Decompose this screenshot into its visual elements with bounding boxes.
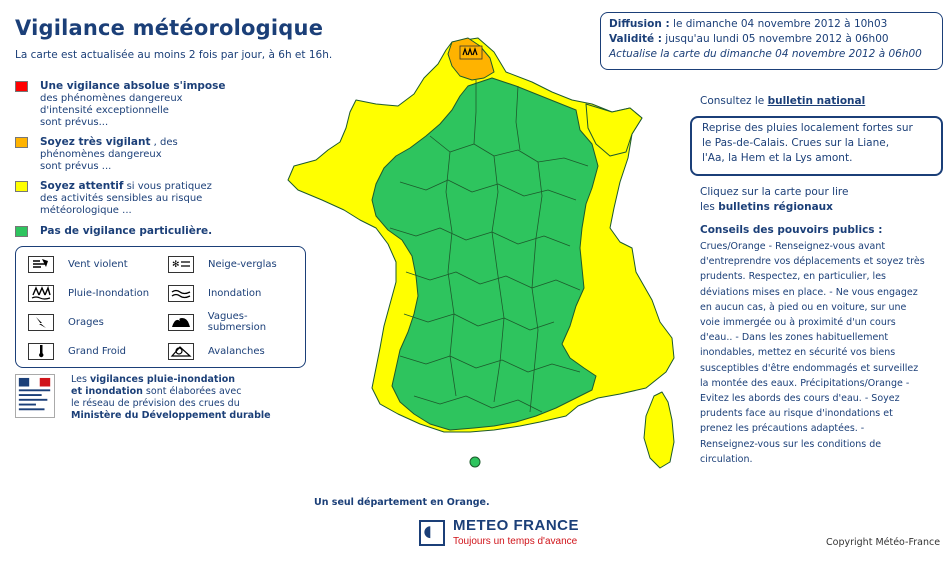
orange-department-rain-flood-icon xyxy=(460,46,482,59)
comment-box: Reprise des pluies localement fortes sur le Pas-de-Calais. Crues sur la Liane, l'Aa, la Hem et la Lys amont. xyxy=(690,116,943,176)
legend-red-line3: sont prévus... xyxy=(40,117,109,128)
phenomenon-label: Inondation xyxy=(208,287,262,299)
phenomenon-cold xyxy=(28,342,126,360)
snow-ice-icon xyxy=(168,256,194,273)
orange-department-note: Un seul département en Orange. xyxy=(314,497,490,508)
phenomenon-label: Orages xyxy=(68,316,104,328)
phenomenon-rain-flood xyxy=(28,284,149,302)
legend-red-line1: des phénomènes dangereux xyxy=(40,93,183,104)
page-title: Vigilance météorologique xyxy=(15,16,324,40)
waves-submersion-icon xyxy=(168,314,194,331)
legend-red xyxy=(15,80,245,129)
legend-orange xyxy=(15,136,245,173)
regional-bulletins-text: Cliquez sur la carte pour lire les bulletins régionaux xyxy=(700,186,849,213)
phenomena-legend-box xyxy=(15,246,306,368)
phenomenon-snow-ice xyxy=(168,255,277,273)
page-subtitle: La carte est actualisée au moins 2 fois par jour, à 6h et 16h. xyxy=(15,49,333,61)
svg-text:✻: ✻ xyxy=(172,260,180,270)
legend-orange-line1: , des xyxy=(150,137,178,148)
meteo-france-mark-icon xyxy=(419,520,445,546)
validite-value: jusqu'au lundi 05 novembre 2012 à 06h00 xyxy=(661,33,889,45)
ministry-text: Les vigilances pluie-inondation et inondation sont élaborées avec le réseau de prévision des crues du Ministère du Développement durable xyxy=(71,374,271,421)
advice-title: Conseils des pouvoirs publics : xyxy=(700,224,883,236)
legend-orange-line2: phénomènes dangereux xyxy=(40,149,162,160)
phenomenon-wind xyxy=(28,255,128,273)
ministry-link-1[interactable]: vigilances pluie-inondation xyxy=(89,374,235,385)
legend-orange-title: Soyez très vigilant xyxy=(40,136,151,148)
national-bulletin-link[interactable]: bulletin national xyxy=(767,95,866,107)
map-zone-corsica[interactable] xyxy=(644,392,674,468)
meteo-france-name: METEO FRANCE xyxy=(453,517,579,534)
ministry-link-3[interactable]: Ministère du Développement durable xyxy=(71,410,271,421)
copyright: Copyright Météo-France xyxy=(826,537,941,548)
vigilance-map[interactable] xyxy=(280,32,680,477)
storm-icon xyxy=(28,314,54,331)
meteo-france-tagline: Toujours un temps d'avance xyxy=(453,536,578,547)
legend-yellow-line1: si vous pratiquez xyxy=(123,181,212,192)
phenomenon-label: Vagues-submersion xyxy=(207,311,267,333)
avalanche-icon xyxy=(168,343,194,360)
legend-swatch-orange xyxy=(15,137,28,148)
phenomenon-label: Grand Froid xyxy=(68,345,127,357)
legend-green-title: Pas de vigilance particulière. xyxy=(40,225,213,237)
phenomenon-label: Neige-verglas xyxy=(208,258,277,270)
diffusion-value: le dimanche 04 novembre 2012 à 10h03 xyxy=(669,18,888,30)
phenomenon-label: Pluie-Inondation xyxy=(68,287,150,299)
legend-red-title: Une vigilance absolue s'impose xyxy=(40,80,226,92)
legend-green xyxy=(15,225,245,238)
phenomenon-flood xyxy=(168,284,261,302)
phenomenon-avalanche xyxy=(168,342,265,360)
meteo-france-logo[interactable] xyxy=(419,519,599,549)
phenomenon-storm xyxy=(28,313,104,331)
advice-body: Crues/Orange - Renseignez-vous avant d'entreprendre vos déplacements et soyez très prudents. Respectez, en particulier, les déviations mises en place. - Ne vous engagez en aucun cas, à pied ou en voiture, sur une voie immergée ou à proximité d'un cours d'eau.. - Dans les zones habituellement inondables, mettez en sécurité vos biens susceptibles d'être endommagés et surveillez la montée des eaux. Précipitations/Orange - Evitez les abords des cours d'eau. - Soyez prudents face au risque d'inondations et prenez les précautions adaptées. - Renseignez-vous sur les conditions de circulation. xyxy=(700,241,925,465)
map-marker-saint-pierre[interactable] xyxy=(470,457,480,467)
france-map-svg[interactable] xyxy=(280,32,680,477)
regional-bulletins-link[interactable]: bulletins régionaux xyxy=(718,201,833,213)
legend-yellow-title: Soyez attentif xyxy=(40,180,124,192)
national-bulletin-line: Consultez le bulletin national xyxy=(700,95,866,107)
bulletin-info-box xyxy=(600,12,943,70)
rain-flood-icon xyxy=(28,285,54,302)
update-map-link[interactable]: Actualise la carte du dimanche 04 novembre 2012 à 06h00 xyxy=(609,48,922,60)
legend-swatch-yellow xyxy=(15,181,28,192)
legend-yellow-line3: météorologique ... xyxy=(40,205,132,216)
diffusion-label: Diffusion : xyxy=(609,18,670,30)
legend-yellow xyxy=(15,180,245,217)
legend-swatch-red xyxy=(15,81,28,92)
wind-icon xyxy=(28,256,54,273)
flood-icon xyxy=(168,285,194,302)
ministry-logo[interactable] xyxy=(15,374,55,418)
legend-red-line2: d'intensité exceptionnelle xyxy=(40,105,169,116)
legend-orange-line3: sont prévus ... xyxy=(40,161,112,172)
cold-thermometer-icon xyxy=(28,343,54,360)
validite-label: Validité : xyxy=(609,33,662,45)
ministry-block xyxy=(15,374,295,424)
phenomenon-label: Vent violent xyxy=(68,258,128,270)
ministry-link-2[interactable]: et inondation xyxy=(71,386,143,397)
phenomenon-label: Avalanches xyxy=(208,345,265,357)
legend-yellow-line2: des activités sensibles au risque xyxy=(40,193,203,204)
legend-swatch-green xyxy=(15,226,28,237)
